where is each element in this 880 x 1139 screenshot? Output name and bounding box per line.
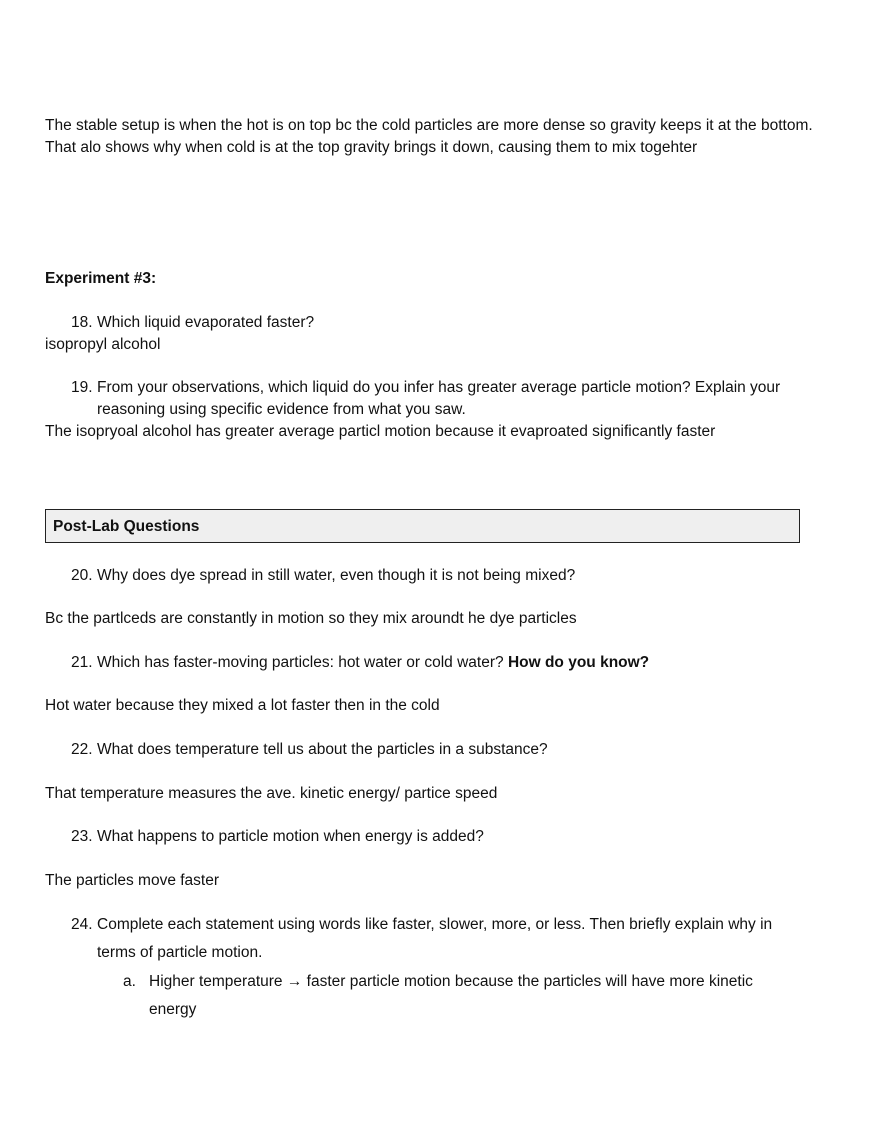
question-text: What does temperature tell us about the particles in a substance? (97, 741, 548, 758)
intro-paragraph: The stable setup is when the hot is on top bc the cold particles are more dense so gravity keeps it at the bottom. That alo shows why when cold is at the top gravity brings it down, causing them to mix togehter (45, 117, 813, 156)
question-number: 21. (71, 654, 93, 671)
answer-23: The particles move faster (45, 872, 220, 889)
question-number: 18. (71, 314, 93, 331)
answer-18: isopropyl alcohol (45, 336, 161, 353)
question-text: Complete each statement using words like faster, slower, more, or less. Then briefly explain why in terms of particle motion. (97, 916, 773, 961)
experiment-3-heading: Experiment #3: (45, 270, 157, 287)
question-text: What happens to particle motion when energy is added? (97, 828, 484, 845)
question-22 (71, 739, 811, 761)
sub-item-letter: a. (123, 973, 136, 990)
post-lab-heading: Post-Lab Questions (53, 518, 200, 535)
sub-item-text: Higher temperature → faster particle motion because the particles will have more kinetic energy (149, 973, 753, 1018)
question-text-main: Which has faster-moving particles: hot water or cold water? (97, 654, 504, 671)
answer-20: Bc the partlceds are constantly in motion so they mix aroundt he dye particles (45, 610, 577, 627)
question-21 (71, 652, 811, 674)
question-number: 22. (71, 741, 93, 758)
question-number: 19. (71, 379, 93, 396)
question-number: 23. (71, 828, 93, 845)
post-lab-header-box (45, 509, 800, 543)
question-text: From your observations, which liquid do you infer has greater average particle motion? Explain your reasoning using specific evidence from what you saw. (97, 379, 781, 418)
question-text-bold: How do you know? (507, 654, 650, 671)
question-number: 24. (71, 916, 93, 933)
question-19 (71, 377, 811, 421)
question-20 (71, 565, 811, 587)
question-text: Which liquid evaporated faster? (97, 314, 315, 331)
sub-item-a (123, 968, 793, 1024)
question-23 (71, 826, 811, 848)
question-24 (71, 911, 811, 967)
answer-22: That temperature measures the ave. kinetic energy/ partice speed (45, 785, 498, 802)
answer-19: The isopryoal alcohol has greater average particl motion because it evaproated significantly faster (45, 423, 716, 440)
question-text: Why does dye spread in still water, even though it is not being mixed? (97, 567, 576, 584)
question-18 (71, 312, 811, 334)
question-number: 20. (71, 567, 93, 584)
question-text (97, 652, 811, 674)
answer-21: Hot water because they mixed a lot faster then in the cold (45, 697, 440, 714)
